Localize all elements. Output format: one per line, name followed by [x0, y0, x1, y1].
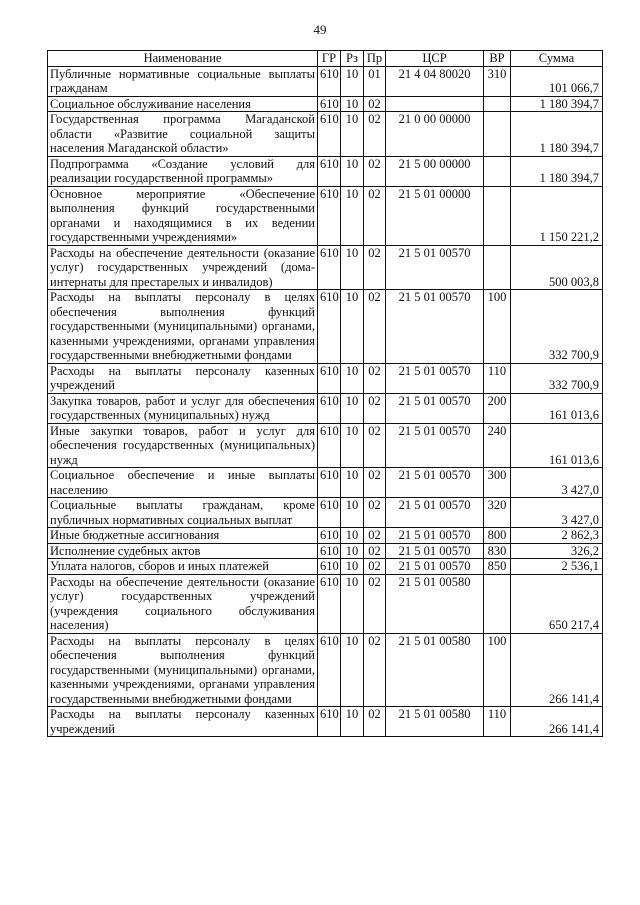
- row-vr-cell: [484, 574, 511, 633]
- row-gr-cell: 610: [318, 393, 341, 423]
- row-sum-cell: 1 150 221,2: [511, 186, 603, 245]
- row-pr-cell: 02: [364, 528, 386, 544]
- row-pr-cell: 01: [364, 66, 386, 96]
- header-pr: Пр: [364, 51, 386, 67]
- row-pr-cell: 02: [364, 363, 386, 393]
- row-gr-cell: 610: [318, 112, 341, 157]
- row-name-cell: Расходы на выплаты персоналу в целях обеспечения выполнения функций государственными (муниципальными) органами, казенными учреждениями, органами управления государственными внебюджетными фондами: [48, 633, 318, 707]
- row-sum-cell: 332 700,9: [511, 290, 603, 364]
- row-gr-cell: 610: [318, 156, 341, 186]
- table-row: [48, 559, 603, 575]
- row-name-cell: Расходы на обеспечение деятельности (оказание услуг) государственных учреждений (дома-интернаты для престарелых и инвалидов): [48, 245, 318, 290]
- row-vr-cell: 320: [484, 498, 511, 528]
- row-name-cell: Закупка товаров, работ и услуг для обеспечения государственных (муниципальных) нужд: [48, 393, 318, 423]
- row-name-cell: Социальное обслуживание населения: [48, 96, 318, 112]
- row-vr-cell: 100: [484, 633, 511, 707]
- row-pr-cell: 02: [364, 543, 386, 559]
- row-sum-cell: 500 003,8: [511, 245, 603, 290]
- row-gr-cell: 610: [318, 290, 341, 364]
- row-sum-cell: 1 180 394,7: [511, 156, 603, 186]
- table-row: [48, 393, 603, 423]
- row-rz-cell: 10: [341, 112, 364, 157]
- table-row: [48, 468, 603, 498]
- row-gr-cell: 610: [318, 423, 341, 468]
- row-rz-cell: 10: [341, 528, 364, 544]
- row-vr-cell: 110: [484, 363, 511, 393]
- row-name-cell: Публичные нормативные социальные выплаты гражданам: [48, 66, 318, 96]
- row-rz-cell: 10: [341, 66, 364, 96]
- table-row: [48, 498, 603, 528]
- row-rz-cell: 10: [341, 186, 364, 245]
- row-csr-cell: 21 5 00 00000: [386, 156, 484, 186]
- row-sum-cell: 2 862,3: [511, 528, 603, 544]
- table-row: [48, 363, 603, 393]
- row-csr-cell: 21 5 01 00570: [386, 393, 484, 423]
- row-vr-cell: 800: [484, 528, 511, 544]
- row-rz-cell: 10: [341, 543, 364, 559]
- row-sum-cell: 1 180 394,7: [511, 112, 603, 157]
- row-csr-cell: [386, 96, 484, 112]
- row-name-cell: Государственная программа Магаданской области «Развитие социальной защиты населения Магаданской области»: [48, 112, 318, 157]
- row-rz-cell: 10: [341, 559, 364, 575]
- table-row: [48, 528, 603, 544]
- row-csr-cell: 21 5 01 00570: [386, 290, 484, 364]
- table-row: [48, 707, 603, 737]
- row-name-cell: Уплата налогов, сборов и иных платежей: [48, 559, 318, 575]
- row-name-cell: Социальное обеспечение и иные выплаты населению: [48, 468, 318, 498]
- row-csr-cell: 21 5 01 00580: [386, 633, 484, 707]
- row-csr-cell: 21 5 01 00570: [386, 468, 484, 498]
- header-name: Наименование: [48, 51, 318, 67]
- row-vr-cell: [484, 112, 511, 157]
- row-name-cell: Расходы на обеспечение деятельности (оказание услуг) государственных учреждений (учреждения социального обслуживания населения): [48, 574, 318, 633]
- row-name-cell: Социальные выплаты гражданам, кроме публичных нормативных социальных выплат: [48, 498, 318, 528]
- row-vr-cell: [484, 186, 511, 245]
- row-vr-cell: 110: [484, 707, 511, 737]
- header-rz: Рз: [341, 51, 364, 67]
- row-sum-cell: 266 141,4: [511, 633, 603, 707]
- row-rz-cell: 10: [341, 290, 364, 364]
- row-rz-cell: 10: [341, 423, 364, 468]
- table-body: [48, 66, 603, 737]
- table-row: [48, 290, 603, 364]
- row-pr-cell: 02: [364, 112, 386, 157]
- row-rz-cell: 10: [341, 393, 364, 423]
- row-rz-cell: 10: [341, 156, 364, 186]
- row-gr-cell: 610: [318, 543, 341, 559]
- table-row: [48, 96, 603, 112]
- row-pr-cell: 02: [364, 574, 386, 633]
- row-vr-cell: 300: [484, 468, 511, 498]
- row-vr-cell: 200: [484, 393, 511, 423]
- header-gr: ГР: [318, 51, 341, 67]
- row-rz-cell: 10: [341, 363, 364, 393]
- table-row: [48, 112, 603, 157]
- row-gr-cell: 610: [318, 633, 341, 707]
- row-sum-cell: 3 427,0: [511, 498, 603, 528]
- header-sum: Сумма: [511, 51, 603, 67]
- row-gr-cell: 610: [318, 574, 341, 633]
- table-row: [48, 574, 603, 633]
- row-sum-cell: 266 141,4: [511, 707, 603, 737]
- row-csr-cell: 21 0 00 00000: [386, 112, 484, 157]
- row-gr-cell: 610: [318, 245, 341, 290]
- row-pr-cell: 02: [364, 290, 386, 364]
- row-pr-cell: 02: [364, 245, 386, 290]
- row-pr-cell: 02: [364, 423, 386, 468]
- budget-table: [47, 50, 603, 737]
- row-gr-cell: 610: [318, 498, 341, 528]
- row-vr-cell: [484, 245, 511, 290]
- row-pr-cell: 02: [364, 498, 386, 528]
- row-csr-cell: 21 5 01 00570: [386, 528, 484, 544]
- row-sum-cell: 101 066,7: [511, 66, 603, 96]
- row-rz-cell: 10: [341, 633, 364, 707]
- row-name-cell: Исполнение судебных актов: [48, 543, 318, 559]
- row-csr-cell: 21 5 01 00570: [386, 245, 484, 290]
- row-gr-cell: 610: [318, 559, 341, 575]
- table-row: [48, 245, 603, 290]
- table-row: [48, 633, 603, 707]
- row-gr-cell: 610: [318, 707, 341, 737]
- row-csr-cell: 21 5 01 00580: [386, 707, 484, 737]
- row-rz-cell: 10: [341, 707, 364, 737]
- row-pr-cell: 02: [364, 186, 386, 245]
- table-row: [48, 423, 603, 468]
- row-pr-cell: 02: [364, 468, 386, 498]
- row-gr-cell: 610: [318, 528, 341, 544]
- row-gr-cell: 610: [318, 468, 341, 498]
- table-row: [48, 156, 603, 186]
- row-vr-cell: [484, 96, 511, 112]
- row-name-cell: Расходы на выплаты персоналу в целях обеспечения выполнения функций государственными (муниципальными) органами, казенными учреждениями, органами управления государственными внебюджетными фондами: [48, 290, 318, 364]
- row-sum-cell: 161 013,6: [511, 393, 603, 423]
- row-gr-cell: 610: [318, 186, 341, 245]
- row-name-cell: Иные бюджетные ассигнования: [48, 528, 318, 544]
- row-pr-cell: 02: [364, 559, 386, 575]
- row-sum-cell: 326,2: [511, 543, 603, 559]
- row-gr-cell: 610: [318, 66, 341, 96]
- row-csr-cell: 21 5 01 00570: [386, 498, 484, 528]
- row-rz-cell: 10: [341, 498, 364, 528]
- row-rz-cell: 10: [341, 96, 364, 112]
- table-row: [48, 186, 603, 245]
- table-row: [48, 66, 603, 96]
- row-rz-cell: 10: [341, 574, 364, 633]
- row-csr-cell: 21 5 01 00570: [386, 423, 484, 468]
- header-vr: ВР: [484, 51, 511, 67]
- row-csr-cell: 21 5 01 00570: [386, 363, 484, 393]
- row-sum-cell: 2 536,1: [511, 559, 603, 575]
- row-name-cell: Иные закупки товаров, работ и услуг для обеспечения государственных (муниципальных) нужд: [48, 423, 318, 468]
- row-pr-cell: 02: [364, 156, 386, 186]
- table-header-row: [48, 51, 603, 67]
- page-number: 49: [313, 22, 327, 37]
- row-name-cell: Основное мероприятие «Обеспечение выполнения функций государственными органами и находящимися в их ведении государственными учреждениями»: [48, 186, 318, 245]
- header-csr: ЦСР: [386, 51, 484, 67]
- row-csr-cell: 21 5 01 00570: [386, 559, 484, 575]
- row-sum-cell: 332 700,9: [511, 363, 603, 393]
- row-csr-cell: 21 4 04 80020: [386, 66, 484, 96]
- row-name-cell: Подпрограмма «Создание условий для реализации государственной программы»: [48, 156, 318, 186]
- row-vr-cell: [484, 156, 511, 186]
- row-vr-cell: 830: [484, 543, 511, 559]
- row-gr-cell: 610: [318, 96, 341, 112]
- row-rz-cell: 10: [341, 468, 364, 498]
- row-sum-cell: 3 427,0: [511, 468, 603, 498]
- table-row: [48, 543, 603, 559]
- row-sum-cell: 161 013,6: [511, 423, 603, 468]
- row-name-cell: Расходы на выплаты персоналу казенных учреждений: [48, 707, 318, 737]
- row-vr-cell: 100: [484, 290, 511, 364]
- row-csr-cell: 21 5 01 00580: [386, 574, 484, 633]
- row-sum-cell: 650 217,4: [511, 574, 603, 633]
- row-csr-cell: 21 5 01 00570: [386, 543, 484, 559]
- row-name-cell: Расходы на выплаты персоналу казенных учреждений: [48, 363, 318, 393]
- row-vr-cell: 310: [484, 66, 511, 96]
- row-pr-cell: 02: [364, 96, 386, 112]
- row-pr-cell: 02: [364, 707, 386, 737]
- row-pr-cell: 02: [364, 393, 386, 423]
- row-csr-cell: 21 5 01 00000: [386, 186, 484, 245]
- row-rz-cell: 10: [341, 245, 364, 290]
- row-gr-cell: 610: [318, 363, 341, 393]
- row-vr-cell: 240: [484, 423, 511, 468]
- row-sum-cell: 1 180 394,7: [511, 96, 603, 112]
- row-pr-cell: 02: [364, 633, 386, 707]
- row-vr-cell: 850: [484, 559, 511, 575]
